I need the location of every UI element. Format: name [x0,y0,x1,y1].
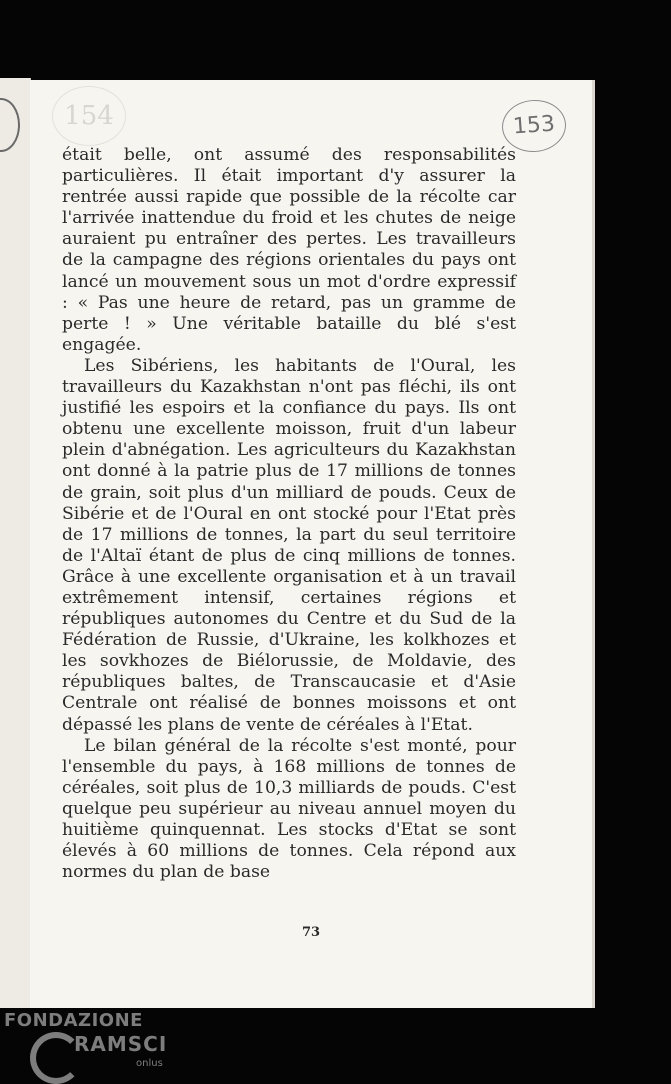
watermark-line-2: RAMSCI [74,1032,168,1056]
page-number: 73 [301,925,321,940]
paragraph-2: Les Sibériens, les habitants de l'Oural, les travailleurs du Kazakhstan n'ont pas fléchi, ils ont justifié les espoirs et la confiance du pays. Ils ont obtenu une excellente moisson, fruit d'un labeur plein d'abnégation. Les agriculteurs du Kazakhstan ont donné à la patrie plus de 17 millions de tonnes de grain, soit plus d'un milliard de pouds. Ceux de Sibérie et de l'Oural en ont stocké pour l'Etat près de 17 millions de tonnes, la part du seul territoire de l'Altaï étant de plus de cinq millions de tonnes. Grâce à une excellente organisation et à un travail extrêmement intensif, certaines régions et républiques autonomes du Centre et du Sud de la Fédération de Russie, d'Ukraine, les kolkhozes et les sovkhozes de Biélorussie, de Moldavie, des républiques baltes, de Transcaucasie et d'Asie Centrale ont réalisé de bonnes moissons et ont dépassé les plans de vente de céréales à l'Etat. [62,355,516,735]
fondazione-gramsci-watermark [4,1008,174,1080]
watermark-line-1: FONDAZIONE [4,1010,143,1031]
previous-page-edge [0,78,31,1008]
body-text [62,145,516,883]
faded-archive-stamp: 154 [52,86,126,146]
paragraph-1: était belle, ont assumé des responsabilités particulières. Il était important d'y assurer la rentrée aussi rapide que possible de la récolte car l'arrivée inattendue du froid et les chutes de neige auraient pu entraîner des pertes. Les travailleurs de la campagne des régions orientales du pays ont lancé un mouvement sous un mot d'ordre expressif : « Pas une heure de retard, pas un gramme de perte ! » Une véritable bataille du blé s'est engagée. [62,145,516,355]
previous-page-archive-mark [0,98,20,152]
paragraph-3: Le bilan général de la récolte s'est monté, pour l'ensemble du pays, à 168 millions de tonnes de céréales, soit plus de 10,3 milliards de pouds. C'est quelque peu supérieur au niveau annuel moyen du huitième quinquennat. Les stocks d'Etat se sont élevés à 60 millions de tonnes. Cela répond aux normes du plan de base [62,735,516,883]
archive-page-number: 153 [500,98,567,154]
book-page [30,80,592,1008]
watermark-line-3: onlus [136,1058,163,1069]
